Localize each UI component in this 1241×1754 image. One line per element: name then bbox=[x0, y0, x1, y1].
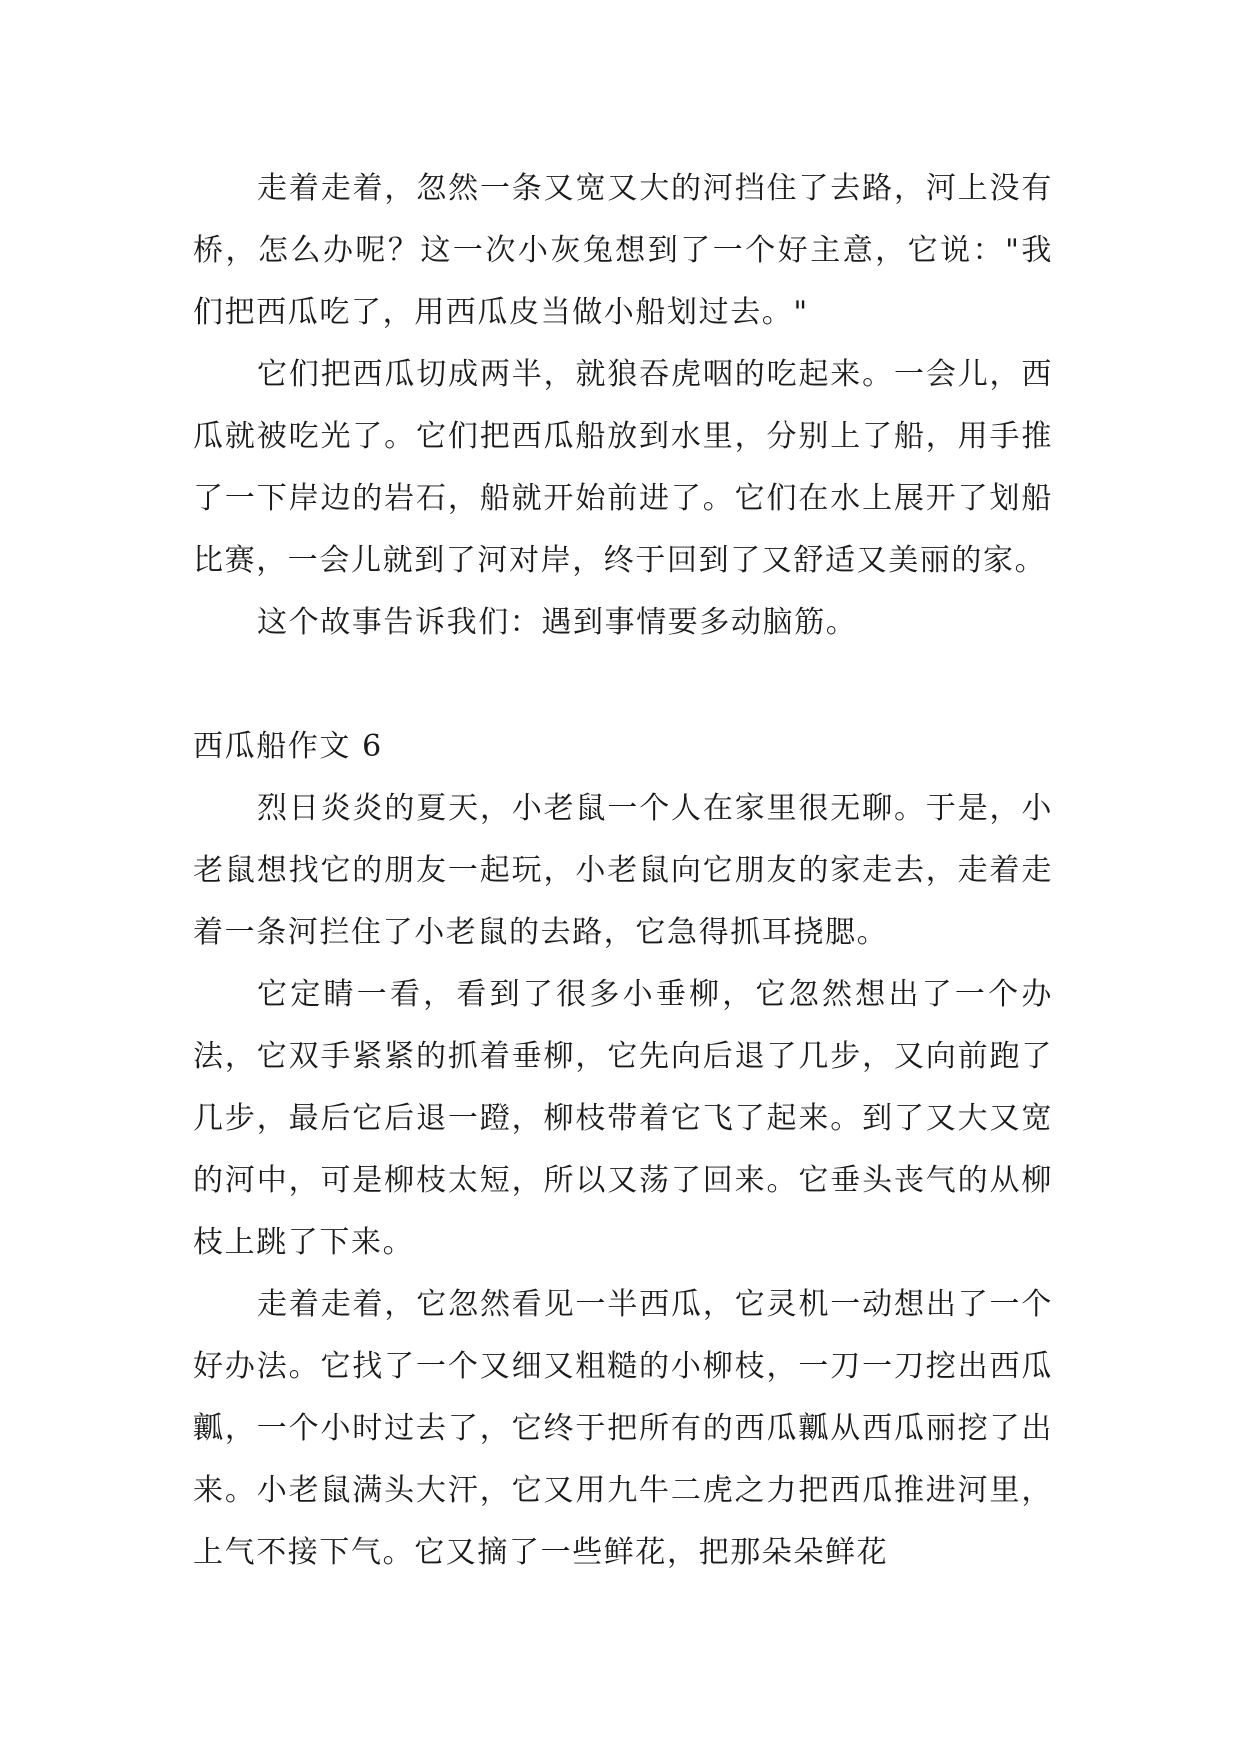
paragraph: 走着走着，它忽然看见一半西瓜，它灵机一动想出了一个好办法。它找了一个又细又粗糙的小柳枝，一刀一刀挖出西瓜瓤，一个小时过去了，它终于把所有的西瓜瓤从西瓜丽挖了出来。小老鼠满头大汗，它又用九牛二虎之力把西瓜推进河里，上气不接下气。它又摘了一些鲜花，把那朵朵鲜花 bbox=[193, 1287, 1053, 1570]
paragraph: 它定睛一看，看到了很多小垂柳，它忽然想出了一个办法，它双手紧紧的抓着垂柳，它先向后退了几步，又向前跑了几步，最后它后退一蹬，柳枝带着它飞了起来。到了又大又宽的河中，可是柳枝太短，所以又荡了回来。它垂头丧气的从柳枝上跳了下来。 bbox=[193, 977, 1053, 1260]
paragraph: 走着走着，忽然一条又宽又大的河挡住了去路，河上没有桥，怎么办呢？这一次小灰兔想到了一个好主意，它说："我们把西瓜吃了，用西瓜皮当做小船划过去。" bbox=[193, 171, 1053, 330]
paragraph: 它们把西瓜切成两半，就狼吞虎咽的吃起来。一会儿，西瓜就被吃光了。它们把西瓜船放到水里，分别上了船，用手推了一下岸边的岩石，船就开始前进了。它们在水上展开了划船比赛，一会儿就到了河对岸，终于回到了又舒适又美丽的家。 bbox=[193, 357, 1053, 578]
section-title: 西瓜船作文 6 bbox=[193, 729, 383, 764]
paragraph: 这个故事告诉我们：遇到事情要多动脑筋。 bbox=[257, 605, 858, 640]
document-body bbox=[193, 158, 1053, 1584]
paragraph: 烈日炎炎的夏天，小老鼠一个人在家里很无聊。于是，小老鼠想找它的朋友一起玩，小老鼠向它朋友的家走去，走着走着一条河拦住了小老鼠的去路，它急得抓耳挠腮。 bbox=[193, 791, 1053, 950]
section-spacer bbox=[193, 654, 1053, 716]
